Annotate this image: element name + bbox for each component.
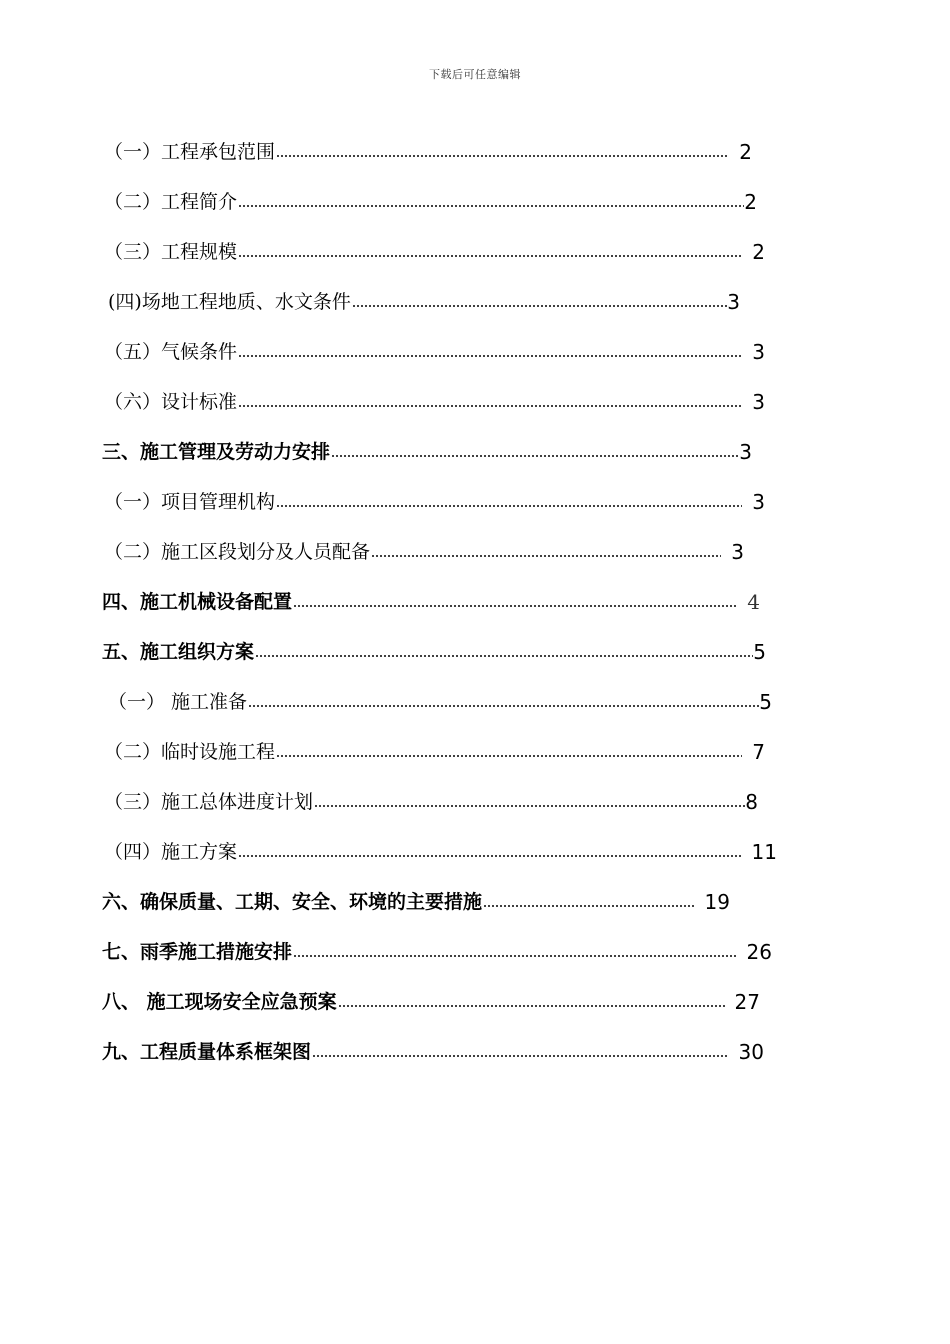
toc-dot-leader xyxy=(293,954,737,958)
toc-entry-label: 七、雨季施工措施安排 xyxy=(102,941,293,963)
toc-entry[interactable] xyxy=(102,634,766,664)
toc-dot-leader xyxy=(276,754,742,758)
toc-entry-page: 2 xyxy=(739,140,752,164)
toc-dot-leader xyxy=(238,404,742,408)
toc-entry-page: 3 xyxy=(752,340,765,364)
toc-entry-label: （三）施工总体进度计划 xyxy=(104,791,314,813)
toc-entry[interactable] xyxy=(104,334,765,364)
toc-dot-leader xyxy=(331,454,739,458)
toc-dot-leader xyxy=(293,604,737,608)
toc-entry-page: 8 xyxy=(745,790,758,814)
toc-entry-label: （二）临时设施工程 xyxy=(104,741,276,763)
toc-entry-page: 3 xyxy=(731,540,744,564)
toc-dot-leader xyxy=(314,804,745,808)
toc-dot-leader xyxy=(483,904,695,908)
toc-entry-page: 30 xyxy=(738,1040,764,1064)
toc-entry[interactable] xyxy=(102,934,772,964)
toc-entry[interactable] xyxy=(102,584,760,614)
toc-entry-label: 四、施工机械设备配置 xyxy=(102,591,293,613)
toc-entry[interactable] xyxy=(104,834,777,864)
toc-entry[interactable] xyxy=(104,734,765,764)
toc-entry[interactable] xyxy=(102,884,730,914)
toc-entry-page: 5 xyxy=(759,690,772,714)
toc-entry-label: 五、施工组织方案 xyxy=(102,641,255,663)
toc-entry-label: （一） 施工准备 xyxy=(108,691,248,713)
toc-entry-label: （一）工程承包范围 xyxy=(104,141,276,163)
toc-dot-leader xyxy=(276,154,729,158)
toc-entry[interactable] xyxy=(104,784,758,814)
toc-entry[interactable] xyxy=(102,434,752,464)
toc-entry-label: 八、 施工现场安全应急预案 xyxy=(102,991,337,1013)
toc-entry[interactable] xyxy=(108,284,740,314)
toc-dot-leader xyxy=(238,354,742,358)
toc-entry-label: （二）施工区段划分及人员配备 xyxy=(104,541,371,563)
toc-entry-label: （一）项目管理机构 xyxy=(104,491,276,513)
toc-entry-label: 九、工程质量体系框架图 xyxy=(102,1041,312,1063)
toc-entry[interactable] xyxy=(102,1034,764,1064)
toc-entry[interactable] xyxy=(104,234,765,264)
toc-dot-leader xyxy=(248,704,759,708)
toc-entry-label: （四）施工方案 xyxy=(104,841,238,863)
toc-entry-page: 26 xyxy=(746,940,772,964)
toc-dot-leader xyxy=(255,654,753,658)
toc-entry[interactable] xyxy=(108,684,772,714)
toc-entry[interactable] xyxy=(102,984,760,1014)
toc-dot-leader xyxy=(276,504,742,508)
page-header: 下载后可任意编辑 xyxy=(429,68,521,81)
toc-entry-page: 2 xyxy=(752,240,765,264)
toc-entry-page: 3 xyxy=(739,440,752,464)
toc-entry-page: 19 xyxy=(704,890,730,914)
toc-entry-label: 六、确保质量、工期、安全、环境的主要措施 xyxy=(102,891,483,913)
toc-dot-leader xyxy=(312,1054,729,1058)
toc-dot-leader xyxy=(238,254,742,258)
toc-entry-page: 7 xyxy=(752,740,765,764)
toc-entry[interactable] xyxy=(104,534,744,564)
toc-entry-label: （五）气候条件 xyxy=(104,341,238,363)
toc-entry-label: （六）设计标准 xyxy=(104,391,238,413)
toc-dot-leader xyxy=(238,204,744,208)
toc-entry[interactable] xyxy=(104,134,752,164)
toc-entry-page: 4 xyxy=(747,590,760,614)
toc-entry[interactable] xyxy=(104,384,765,414)
toc-entry-label: 三、施工管理及劳动力安排 xyxy=(102,441,331,463)
toc-dot-leader xyxy=(371,554,721,558)
toc-entry-page: 3 xyxy=(752,390,765,414)
toc-entry-page: 3 xyxy=(727,290,740,314)
toc-entry-page: 3 xyxy=(752,490,765,514)
toc-entry-page: 2 xyxy=(744,190,757,214)
toc-entry-label: (四)场地工程地质、水文条件 xyxy=(108,291,351,313)
toc-entry-label: （三）工程规模 xyxy=(104,241,238,263)
toc-entry-page: 27 xyxy=(734,990,760,1014)
toc-entry-label: （二）工程简介 xyxy=(104,191,238,213)
toc-dot-leader xyxy=(352,304,727,308)
toc-entry-page: 5 xyxy=(753,640,766,664)
toc-dot-leader xyxy=(238,854,742,858)
toc-entry[interactable] xyxy=(104,184,757,214)
toc-entry-page: 11 xyxy=(751,840,777,864)
toc-entry[interactable] xyxy=(104,484,765,514)
toc-dot-leader xyxy=(338,1004,725,1008)
